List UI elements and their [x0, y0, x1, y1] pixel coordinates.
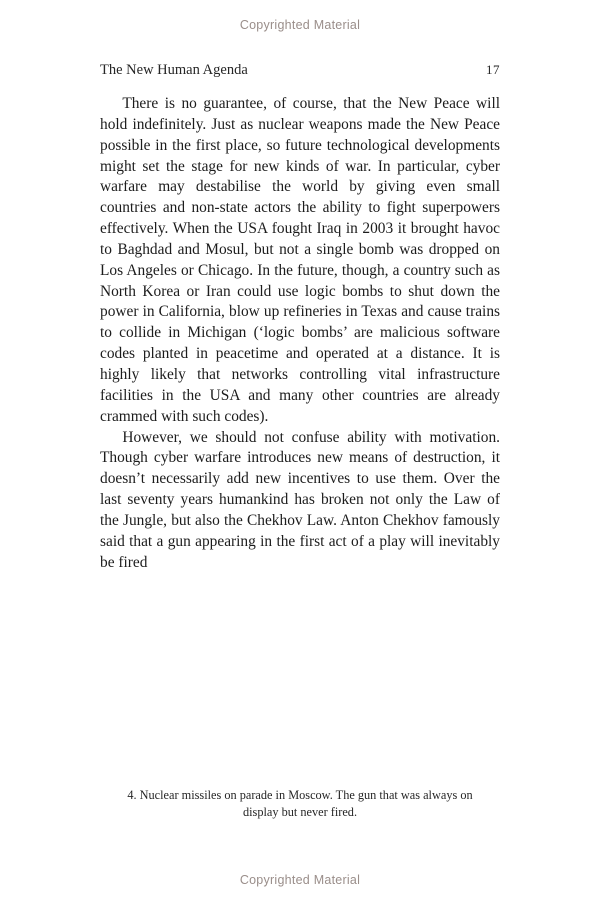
body-text	[100, 94, 500, 573]
page-number: 17	[485, 62, 500, 77]
running-head-chapter-title: The New Human Agenda	[100, 62, 248, 78]
page-header	[100, 62, 500, 79]
copyright-notice-bottom: Copyrighted Material	[239, 873, 361, 887]
copyright-notice-top: Copyrighted Material	[239, 18, 361, 32]
paragraph-2: However, we should not confuse ability with motivation. Though cyber warfare introduces new means of destruction, it doesn’t necessarily add new incentives to use them. Over the last seventy years humankind has broken not only the Law of the Jungle, but also the Chekhov Law. Anton Chekhov famously said that a gun appearing in the first act of a play will inevitably be fired	[100, 428, 500, 571]
figure-caption: 4. Nuclear missiles on parade in Moscow. The gun that was always on display but never fired.	[127, 788, 473, 819]
paragraph-1: There is no guarantee, of course, that the New Peace will hold indefinitely. Just as nuclear weapons made the New Peace possible in the first place, so future technological developments might set the stage for new kinds of war. In particular, cyber warfare may destabilise the world by giving even small countries and non-state actors the ability to fight superpowers effectively. When the USA fought Iraq in 2003 it brought havoc to Baghdad and Mosul, but not a single bomb was dropped on Los Angeles or Chicago. In the future, though, a country such as North Korea or Iran could use logic bombs to shut down the power in California, blow up refineries in Texas and cause trains to collide in Michigan (‘logic bombs’ are malicious software codes planted in peacetime and operated at a distance. It is highly likely that networks controlling vital infrastructure facilities in the USA and many other countries are already crammed with such codes).	[100, 95, 500, 425]
